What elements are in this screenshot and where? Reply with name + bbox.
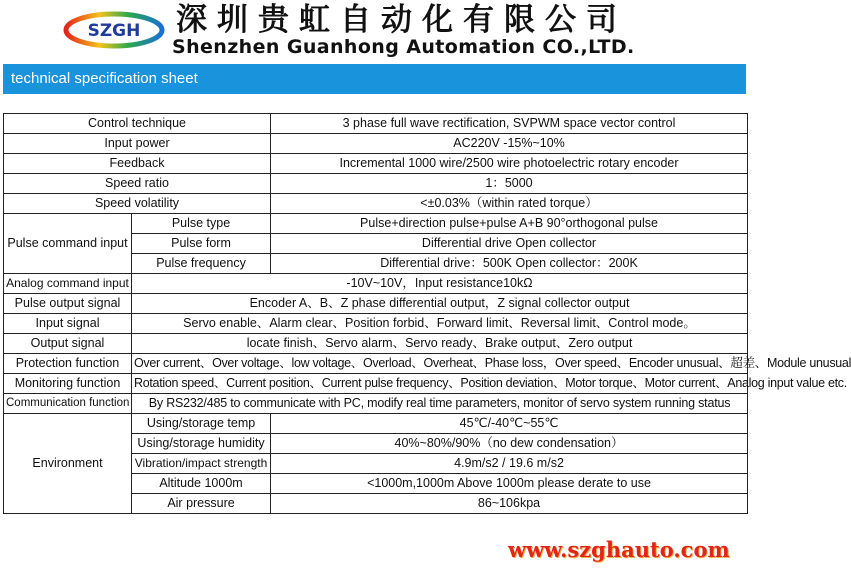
spec-value: <1000m,1000m Above 1000m please derate to use: [271, 474, 748, 494]
table-row: [4, 214, 748, 234]
table-row: [4, 274, 748, 294]
spec-value: Pulse+direction pulse+pulse A+B 90°orthogonal pulse: [271, 214, 748, 234]
spec-value: 3 phase full wave rectification, SVPWM space vector control: [271, 114, 748, 134]
table-row: [4, 374, 748, 394]
spec-value: AC220V -15%~10%: [271, 134, 748, 154]
section-banner: [3, 64, 746, 94]
spec-label: Communication function: [4, 394, 132, 414]
table-row: [4, 314, 748, 334]
spec-sublabel: Pulse type: [132, 214, 271, 234]
website-url[interactable]: www.szghauto.com: [508, 537, 730, 562]
spec-sublabel: Using/storage humidity: [132, 434, 271, 454]
table-row: [4, 354, 748, 374]
spec-label: Speed volatility: [4, 194, 271, 214]
spec-value: Differential drive Open collector: [271, 234, 748, 254]
spec-label: Input signal: [4, 314, 132, 334]
spec-sublabel: Air pressure: [132, 494, 271, 514]
spec-label: Output signal: [4, 334, 132, 354]
spec-label: Protection function: [4, 354, 132, 374]
spec-value: <±0.03%（within rated torque）: [271, 194, 748, 214]
company-name-english: Shenzhen Guanhong Automation CO.,LTD.: [172, 36, 635, 58]
spec-sublabel: Vibration/impact strength: [132, 454, 271, 474]
spec-label: Speed ratio: [4, 174, 271, 194]
spec-sublabel: Pulse frequency: [132, 254, 271, 274]
company-name-chinese: 深圳贵虹自动化有限公司: [176, 2, 627, 38]
spec-label: Input power: [4, 134, 271, 154]
spec-value: 45℃/-40℃~55℃: [271, 414, 748, 434]
spec-value: Rotation speed、Current position、Current pulse frequency、Position deviation、Motor torque、Motor current、Analog input value etc.: [132, 374, 748, 394]
spec-value: Servo enable、Alarm clear、Position forbid、Forward limit、Reversal limit、Control mode。: [132, 314, 748, 334]
spec-value: Incremental 1000 wire/2500 wire photoelectric rotary encoder: [271, 154, 748, 174]
spec-value: Over current、Over voltage、low voltage、Overload、Overheat、Phase loss，Over speed、Encoder unusual、超差、Module unusual: [132, 354, 748, 374]
spec-label: Analog command input: [4, 274, 132, 294]
spec-sublabel: Using/storage temp: [132, 414, 271, 434]
table-row: [4, 194, 748, 214]
spec-value: 1：5000: [271, 174, 748, 194]
table-row: [4, 174, 748, 194]
szgh-logo: [62, 6, 166, 50]
spec-group-label: Pulse command input: [4, 214, 132, 274]
table-row: [4, 334, 748, 354]
spec-sublabel: Altitude 1000m: [132, 474, 271, 494]
spec-label: Pulse output signal: [4, 294, 132, 314]
section-title: technical specification sheet: [11, 70, 198, 87]
table-row: [4, 134, 748, 154]
company-header: [0, 0, 750, 62]
table-row: [4, 294, 748, 314]
spec-label: Feedback: [4, 154, 271, 174]
spec-table: [3, 113, 851, 514]
table-row: [4, 414, 748, 434]
spec-group-label: Environment: [4, 414, 132, 514]
table-row: [4, 114, 748, 134]
spec-label: Monitoring function: [4, 374, 132, 394]
svg-text:SZGH: SZGH: [87, 21, 141, 41]
table-row: [4, 394, 748, 414]
table-row: [4, 154, 748, 174]
spec-value: By RS232/485 to communicate with PC, modify real time parameters, monitor of servo system running status: [132, 394, 748, 414]
spec-value: 86~106kpa: [271, 494, 748, 514]
spec-value: locate finish、Servo alarm、Servo ready、Brake output、Zero output: [132, 334, 748, 354]
spec-value: -10V~10V，Input resistance10kΩ: [132, 274, 748, 294]
spec-label: Control technique: [4, 114, 271, 134]
spec-value: 4.9m/s2 / 19.6 m/s2: [271, 454, 748, 474]
spec-value: 40%~80%/90%（no dew condensation）: [271, 434, 748, 454]
spec-sublabel: Pulse form: [132, 234, 271, 254]
spec-value: Encoder A、B、Z phase differential output，Z signal collector output: [132, 294, 748, 314]
spec-value: Differential drive：500K Open collector：200K: [271, 254, 748, 274]
